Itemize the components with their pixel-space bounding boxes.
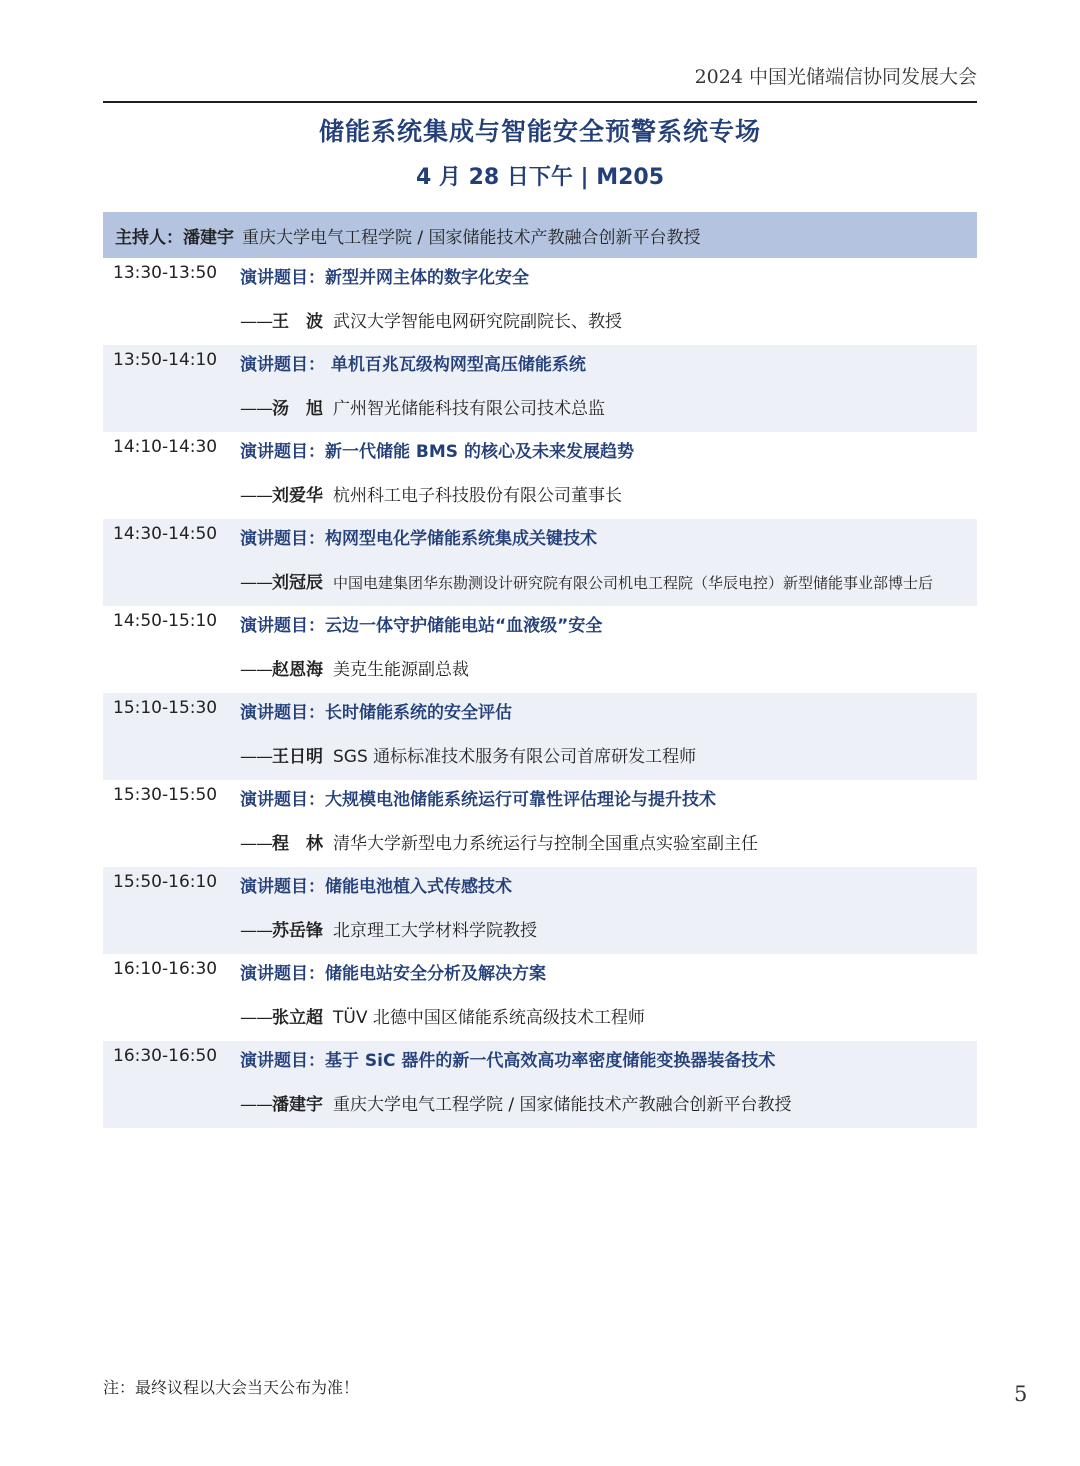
session-row bbox=[103, 519, 977, 606]
session-row bbox=[103, 954, 977, 1041]
header-divider bbox=[103, 101, 977, 103]
speaker-name: 刘爱华 bbox=[272, 486, 323, 506]
session-speaker bbox=[240, 1090, 792, 1115]
speaker-name: 潘建宇 bbox=[272, 1095, 323, 1115]
speaker-dash: —— bbox=[240, 1008, 272, 1028]
speaker-name: 王日明 bbox=[272, 747, 323, 767]
session-row bbox=[103, 867, 977, 954]
speaker-dash: —— bbox=[240, 834, 272, 854]
speaker-affiliation: 中国电建集团华东勘测设计研究院有限公司机电工程院（华辰电控）新型储能事业部博士后 bbox=[333, 574, 934, 592]
session-time: 13:30-13:50 bbox=[113, 263, 218, 283]
session-row bbox=[103, 693, 977, 780]
host-affiliation: 重庆大学电气工程学院 / 国家储能技术产教融合创新平台教授 bbox=[242, 227, 701, 248]
session-topic: 演讲题目：储能电站安全分析及解决方案 bbox=[240, 964, 546, 984]
session-speaker bbox=[240, 394, 605, 419]
session-topic: 演讲题目：新一代储能 BMS 的核心及未来发展趋势 bbox=[240, 442, 634, 462]
session-speaker bbox=[240, 568, 933, 593]
session-speaker bbox=[240, 916, 537, 941]
footer-note: 注：最终议程以大会当天公布为准！ bbox=[103, 1378, 360, 1397]
speaker-affiliation: TÜV 北德中国区储能系统高级技术工程师 bbox=[333, 1008, 645, 1028]
speaker-affiliation: 广州智光储能科技有限公司技术总监 bbox=[333, 399, 605, 419]
session-speaker bbox=[240, 1003, 645, 1028]
session-time: 15:50-16:10 bbox=[113, 872, 218, 892]
session-speaker bbox=[240, 829, 758, 854]
session-topic: 演讲题目：大规模电池储能系统运行可靠性评估理论与提升技术 bbox=[240, 790, 716, 810]
session-topic: 演讲题目：云边一体守护储能电站“血液级”安全 bbox=[240, 616, 603, 636]
speaker-dash: —— bbox=[240, 399, 272, 419]
speaker-name: 赵恩海 bbox=[272, 660, 323, 680]
session-topic: 演讲题目：新型并网主体的数字化安全 bbox=[240, 268, 529, 288]
host-label: 主持人： bbox=[115, 227, 183, 248]
conference-header: 2024 中国光储端信协同发展大会 bbox=[694, 66, 977, 88]
speaker-affiliation: 清华大学新型电力系统运行与控制全国重点实验室副主任 bbox=[333, 834, 758, 854]
speaker-name: 王 波 bbox=[272, 312, 323, 332]
speaker-affiliation: 重庆大学电气工程学院 / 国家储能技术产教融合创新平台教授 bbox=[333, 1095, 792, 1115]
session-row bbox=[103, 780, 977, 867]
session-topic: 演讲题目：构网型电化学储能系统集成关键技术 bbox=[240, 529, 597, 549]
session-speaker bbox=[240, 742, 696, 767]
session-topic: 演讲题目：储能电池植入式传感技术 bbox=[240, 877, 512, 897]
session-speaker bbox=[240, 481, 622, 506]
speaker-dash: —— bbox=[240, 486, 272, 506]
speaker-dash: —— bbox=[240, 747, 272, 767]
session-topic: 演讲题目： 单机百兆瓦级构网型高压储能系统 bbox=[240, 355, 586, 375]
session-time: 14:30-14:50 bbox=[113, 524, 218, 544]
speaker-affiliation: 武汉大学智能电网研究院副院长、教授 bbox=[333, 312, 622, 332]
session-row bbox=[103, 345, 977, 432]
speaker-dash: —— bbox=[240, 1095, 272, 1115]
page-number: 5 bbox=[1014, 1382, 1028, 1406]
speaker-dash: —— bbox=[240, 312, 272, 332]
session-time: 15:30-15:50 bbox=[113, 785, 218, 805]
session-row bbox=[103, 258, 977, 345]
session-row bbox=[103, 606, 977, 693]
speaker-dash: —— bbox=[240, 573, 272, 593]
session-time: 16:30-16:50 bbox=[113, 1046, 218, 1066]
speaker-name: 程 林 bbox=[272, 834, 323, 854]
speaker-dash: —— bbox=[240, 660, 272, 680]
session-topic: 演讲题目：基于 SiC 器件的新一代高效高功率密度储能变换器装备技术 bbox=[240, 1051, 776, 1071]
session-speaker bbox=[240, 655, 469, 680]
session-time: 14:50-15:10 bbox=[113, 611, 218, 631]
host-bar bbox=[103, 212, 977, 258]
speaker-affiliation: SGS 通标标准技术服务有限公司首席研发工程师 bbox=[333, 747, 697, 767]
session-row bbox=[103, 1041, 977, 1128]
session-time: 15:10-15:30 bbox=[113, 698, 218, 718]
session-date-room: 4 月 28 日下午 | M205 bbox=[415, 165, 665, 190]
session-speaker bbox=[240, 307, 622, 332]
session-time: 14:10-14:30 bbox=[113, 437, 218, 457]
session-topic: 演讲题目：长时储能系统的安全评估 bbox=[240, 703, 512, 723]
page-title: 储能系统集成与智能安全预警系统专场 bbox=[318, 117, 761, 146]
schedule-table bbox=[103, 258, 977, 1128]
session-time: 13:50-14:10 bbox=[113, 350, 218, 370]
speaker-name: 张立超 bbox=[272, 1008, 323, 1028]
speaker-affiliation: 美克生能源副总裁 bbox=[333, 660, 469, 680]
speaker-name: 汤 旭 bbox=[272, 399, 323, 419]
host-name: 潘建宇 bbox=[183, 227, 234, 248]
session-row bbox=[103, 432, 977, 519]
speaker-affiliation: 北京理工大学材料学院教授 bbox=[333, 921, 537, 941]
speaker-dash: —— bbox=[240, 921, 272, 941]
session-time: 16:10-16:30 bbox=[113, 959, 218, 979]
speaker-name: 苏岳锋 bbox=[272, 921, 323, 941]
speaker-affiliation: 杭州科工电子科技股份有限公司董事长 bbox=[333, 486, 622, 506]
speaker-name: 刘冠辰 bbox=[272, 573, 323, 593]
